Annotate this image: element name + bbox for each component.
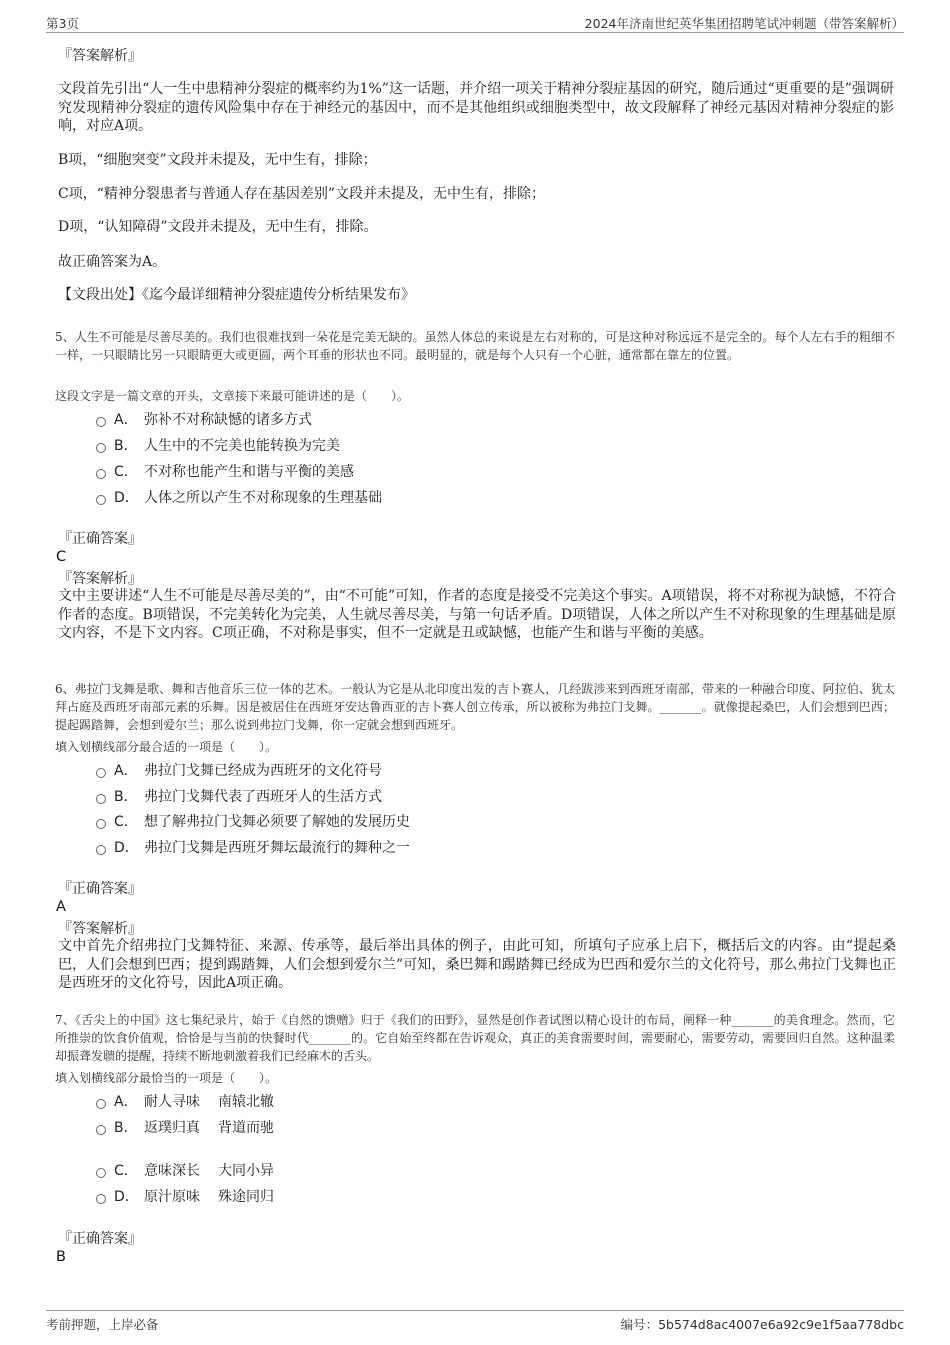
q5-correct-answer: C (56, 549, 67, 565)
radio-icon[interactable] (96, 1125, 106, 1135)
q5-option-c[interactable]: C． 不对称也能产生和谐与平衡的美感 (96, 462, 354, 482)
radio-icon[interactable] (96, 845, 106, 855)
q6-analysis: 文中首先介绍弗拉门戈舞特征、来源、传承等，最后举出具体的例子，由此可知，所填句子应承上启下，概括后文的内容。由“提起桑巴，人们会想到巴西；提到踢踏舞，人们会想到爱尔兰”可知，桑巴舞和踢踏舞已经成为巴西和爱尔兰的文化符号，那么弗拉门戈舞也正是西班牙的文化符号，因此A项正确。 (58, 938, 896, 991)
q6-prompt: 填入划横线部分最合适的一项是（ ）。 (55, 740, 278, 754)
document-code: 编号：5b574d8ac4007e6a92c9e1f5aa778dbc (620, 1317, 904, 1332)
q6-stem: 6、弗拉门戈舞是歌、舞和吉他音乐三位一体的艺术。一般认为它是从北印度出发的吉卜赛人，几经跋涉来到西班牙南部，带来的一种融合印度、阿拉伯、犹太拜占庭及西班牙南部元素的乐舞。因是被居住在西班牙安达鲁西亚的吉卜赛人创立传承，所以被称为弗拉门戈舞。_______。就像提起桑巴，人们会想到巴西；提起踢踏舞，会想到爱尔兰；那么说到弗拉门戈舞，你一定就会想到西班牙。 (55, 682, 895, 732)
radio-icon[interactable] (96, 794, 106, 804)
q7-option-b[interactable]: B． 返璞归真 背道而驰 (96, 1118, 274, 1138)
radio-icon[interactable] (96, 1194, 106, 1204)
q5-correct-label: 『正确答案』 (58, 531, 142, 547)
q7-stem: 7、《舌尖上的中国》这七集纪录片，始于《自然的馈赠》归于《我们的田野》，显然是创作者试图以精心设计的布局，阐释一种_______的美食理念。然而，它所推崇的饮食价值观，恰恰是与当前的快餐时代_______的。它自始至终都在告诉观众，真正的美食需要时间，需要耐心，需要劳动，需要回归自然。这种温柔却振聋发聩的提醒，持续不断地刺激着我们已经麻木的舌头。 (55, 1013, 895, 1063)
radio-icon[interactable] (96, 1168, 106, 1178)
q6-correct-answer: A (56, 899, 66, 915)
q7-option-d[interactable]: D． 原汁原味 殊途同归 (96, 1187, 274, 1207)
page-number: 第3页 (46, 16, 79, 31)
radio-icon[interactable] (96, 417, 106, 427)
q4-analysis-option-c: C项，“精神分裂患者与普通人存在基因差别”文段并未提及，无中生有，排除； (58, 186, 546, 202)
q5-prompt: 这段文字是一篇文章的开头，文章接下来最可能讲述的是（ ）。 (55, 389, 410, 403)
radio-icon[interactable] (96, 768, 106, 778)
document-title: 2024年济南世纪英华集团招聘笔试冲刺题（带答案解析） (584, 16, 904, 31)
q4-analysis-option-d: D项，“认知障碍”文段并未提及，无中生有，排除。 (58, 219, 378, 235)
q5-stem: 5、人生不可能是尽善尽美的。我们也很难找到一朵花是完美无缺的。虽然人体总的来说是左右对称的，可是这种对称远远不是完全的。每个人左右手的粗细不一样，一只眼睛比另一只眼睛更大或更圆，两个耳垂的形状也不同。最明显的，就是每个人只有一个心脏，通常都在靠左的位置。 (55, 330, 895, 362)
page-header (46, 12, 904, 33)
q7-correct-answer: B (56, 1249, 66, 1265)
q4-source: 【文段出处】《迄今最详细精神分裂症遗传分析结果发布》 (58, 287, 415, 303)
q6-option-d[interactable]: D． 弗拉门戈舞是西班牙舞坛最流行的舞种之一 (96, 838, 410, 858)
q6-correct-label: 『正确答案』 (58, 881, 142, 897)
q4-analysis-option-b: B项，“细胞突变”文段并未提及，无中生有，排除； (58, 152, 377, 168)
q5-analysis: 文中主要讲述“人生不可能是尽善尽美的”，由“不可能”可知，作者的态度是接受不完美这个事实。A项错误，将不对称视为缺憾，不符合作者的态度。B项错误，不完美转化为完美，人生就尽善尽美，与第一句话矛盾。D项错误，人体之所以产生不对称现象的生理基础是原文内容，不是下文内容。C项正确，不对称是事实，但不一定就是丑或缺憾，也能产生和谐与平衡的美感。 (58, 588, 896, 641)
radio-icon[interactable] (96, 443, 106, 453)
q6-option-c[interactable]: C． 想了解弗拉门戈舞必须要了解她的发展历史 (96, 812, 410, 832)
radio-icon[interactable] (96, 819, 106, 829)
q4-conclusion: 故正确答案为A。 (58, 254, 167, 270)
q7-option-c[interactable]: C． 意味深长 大同小异 (96, 1161, 274, 1181)
footer-slogan: 考前押题，上岸必备 (46, 1317, 159, 1332)
radio-icon[interactable] (96, 495, 106, 505)
q6-analysis-label: 『答案解析』 (58, 921, 142, 937)
q5-option-d[interactable]: D． 人体之所以产生不对称现象的生理基础 (96, 488, 382, 508)
q5-analysis-label: 『答案解析』 (58, 571, 142, 587)
q5-option-a[interactable]: A． 弥补不对称缺憾的诸多方式 (96, 410, 312, 430)
q6-option-a[interactable]: A． 弗拉门戈舞已经成为西班牙的文化符号 (96, 761, 382, 781)
q4-analysis-main: 文段首先引出“人一生中患精神分裂症的概率约为1%”这一话题，并介绍一项关于精神分裂症基因的研究，随后通过“更重要的是”强调研究发现精神分裂症的遗传风险集中存在于神经元的基因中，而不是其他组织或细胞类型中，故文段解释了神经元基因对精神分裂症的影响，对应A项。 (58, 81, 894, 134)
q7-option-a[interactable]: A． 耐人寻味 南辕北辙 (96, 1092, 274, 1112)
q7-prompt: 填入划横线部分最恰当的一项是（ ）。 (55, 1071, 278, 1085)
q4-analysis-label: 『答案解析』 (58, 48, 142, 64)
q7-correct-label: 『正确答案』 (58, 1231, 142, 1247)
q5-option-b[interactable]: B． 人生中的不完美也能转换为完美 (96, 436, 340, 456)
radio-icon[interactable] (96, 469, 106, 479)
page-footer (46, 1310, 904, 1331)
radio-icon[interactable] (96, 1099, 106, 1109)
q6-option-b[interactable]: B． 弗拉门戈舞代表了西班牙人的生活方式 (96, 787, 382, 807)
